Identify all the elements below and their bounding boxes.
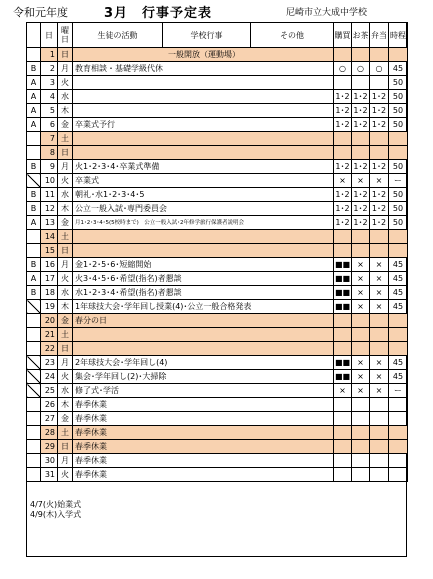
day-number: 14 — [41, 230, 58, 244]
timetable-cell: 45 — [389, 258, 408, 272]
row-pattern-cell — [27, 468, 41, 482]
lunch-cell: 1･2 — [370, 216, 389, 230]
day-number: 10 — [41, 174, 58, 188]
day-row — [27, 244, 408, 258]
tea-cell: × — [352, 370, 370, 384]
row-pattern-cell: A — [27, 216, 41, 230]
shop-cell — [334, 468, 352, 482]
day-number: 4 — [41, 90, 58, 104]
weekday: 水 — [58, 286, 73, 300]
shop-cell: 1･2 — [334, 188, 352, 202]
weekday: 月 — [58, 356, 73, 370]
row-pattern-cell: B — [27, 62, 41, 76]
day-number: 24 — [41, 370, 58, 384]
activity-cell: 月1･2･3･4･5(5校時まで) 公立一般入試･2年修学旅行保護者説明会 — [73, 216, 334, 230]
timetable-cell — [389, 48, 408, 62]
header-tea: お茶 — [352, 23, 370, 48]
day-row — [27, 258, 408, 272]
tea-cell — [352, 244, 370, 258]
activity-cell: 集会･学年回し(2)･大掃除 — [73, 370, 334, 384]
row-pattern-cell: A — [27, 272, 41, 286]
day-number: 26 — [41, 398, 58, 412]
activity-cell: 1年球技大会･学年回し授業(4)･公立一般合格発表 — [73, 300, 334, 314]
lunch-cell: × — [370, 174, 389, 188]
weekday: 火 — [58, 370, 73, 384]
timetable-cell — [389, 244, 408, 258]
activity-cell: 公立一般入試･専門委員会 — [73, 202, 334, 216]
shop-cell: 1･2 — [334, 216, 352, 230]
lunch-cell — [370, 230, 389, 244]
school-name: 尼崎市立大成中学校 — [286, 8, 368, 18]
row-pattern-cell: B — [27, 286, 41, 300]
day-row — [27, 48, 408, 62]
day-number: 12 — [41, 202, 58, 216]
day-number: 5 — [41, 104, 58, 118]
timetable-cell — [389, 342, 408, 356]
lunch-cell: 1･2 — [370, 160, 389, 174]
day-number: 19 — [41, 300, 58, 314]
activity-cell — [73, 90, 334, 104]
day-row — [27, 356, 408, 370]
weekday: 火 — [58, 272, 73, 286]
tea-cell — [352, 454, 370, 468]
lunch-cell: 1･2 — [370, 118, 389, 132]
day-row — [27, 426, 408, 440]
lunch-cell — [370, 440, 389, 454]
day-row — [27, 118, 408, 132]
timetable-cell: ー — [389, 174, 408, 188]
day-number: 29 — [41, 440, 58, 454]
tea-cell — [352, 76, 370, 90]
weekday: 金 — [58, 412, 73, 426]
notes — [30, 500, 81, 520]
weekday: 金 — [58, 118, 73, 132]
tea-cell — [352, 412, 370, 426]
weekday: 水 — [58, 384, 73, 398]
lunch-cell: 1･2 — [370, 90, 389, 104]
tea-cell — [352, 468, 370, 482]
lunch-cell: 1･2 — [370, 104, 389, 118]
row-pattern-cell — [27, 342, 41, 356]
shop-cell — [334, 398, 352, 412]
weekday: 木 — [58, 202, 73, 216]
day-row — [27, 398, 408, 412]
row-pattern-cell: B — [27, 188, 41, 202]
row-pattern-cell — [27, 426, 41, 440]
weekday: 日 — [58, 48, 73, 62]
shop-cell — [334, 146, 352, 160]
row-pattern-cell — [27, 328, 41, 342]
timetable-cell: 50 — [389, 188, 408, 202]
day-number: 20 — [41, 314, 58, 328]
day-row — [27, 272, 408, 286]
row-pattern-cell — [27, 230, 41, 244]
note-line: 4/7(火)始業式 — [30, 500, 82, 509]
row-pattern-cell — [27, 412, 41, 426]
row-pattern-cell — [27, 132, 41, 146]
timetable-cell — [389, 314, 408, 328]
activity-cell: 春季休業 — [73, 412, 334, 426]
day-number: 18 — [41, 286, 58, 300]
activity-cell: 春分の日 — [73, 314, 334, 328]
lunch-cell: 1･2 — [370, 188, 389, 202]
activity-cell: 朝礼･水1･2･3･4･5 — [73, 188, 334, 202]
shop-cell: 1･2 — [334, 160, 352, 174]
row-pattern-cell: B — [27, 258, 41, 272]
row-pattern-cell: A — [27, 118, 41, 132]
weekday: 月 — [58, 454, 73, 468]
tea-cell: 1･2 — [352, 188, 370, 202]
weekday: 月 — [58, 62, 73, 76]
activity-cell: 卒業式予行 — [73, 118, 334, 132]
row-pattern-cell — [27, 398, 41, 412]
row-pattern-cell — [27, 314, 41, 328]
lunch-cell — [370, 76, 389, 90]
timetable-cell: ー — [389, 384, 408, 398]
weekday: 土 — [58, 132, 73, 146]
weekday: 土 — [58, 328, 73, 342]
lunch-cell — [370, 328, 389, 342]
tea-cell — [352, 342, 370, 356]
row-pattern-cell — [27, 146, 41, 160]
shop-cell — [334, 48, 352, 62]
tea-cell: × — [352, 174, 370, 188]
activity-cell — [73, 132, 334, 146]
tea-cell: 1･2 — [352, 90, 370, 104]
shop-cell: 1･2 — [334, 90, 352, 104]
row-pattern-cell: A — [27, 76, 41, 90]
activity-cell — [73, 244, 334, 258]
day-row — [27, 202, 408, 216]
day-number: 31 — [41, 468, 58, 482]
timetable-cell — [389, 398, 408, 412]
day-row — [27, 370, 408, 384]
activity-cell: 修了式･学活 — [73, 384, 334, 398]
header-timetable: 時程 — [389, 23, 408, 48]
weekday: 日 — [58, 440, 73, 454]
shop-cell — [334, 230, 352, 244]
row-pattern-cell — [27, 454, 41, 468]
activity-cell — [73, 146, 334, 160]
timetable-cell: 45 — [389, 356, 408, 370]
activity-cell — [73, 104, 334, 118]
tea-cell: 1･2 — [352, 216, 370, 230]
tea-cell: × — [352, 272, 370, 286]
activity-cell: 卒業式 — [73, 174, 334, 188]
weekday: 木 — [58, 300, 73, 314]
lunch-cell — [370, 244, 389, 258]
day-row — [27, 174, 408, 188]
day-row — [27, 328, 408, 342]
weekday: 土 — [58, 426, 73, 440]
header-letter — [27, 23, 41, 48]
tea-cell: × — [352, 384, 370, 398]
day-row — [27, 76, 408, 90]
timetable-cell — [389, 426, 408, 440]
timetable-cell: 50 — [389, 76, 408, 90]
activity-cell: 春季休業 — [73, 440, 334, 454]
day-row — [27, 286, 408, 300]
timetable-cell: 45 — [389, 62, 408, 76]
shop-cell: × — [334, 384, 352, 398]
timetable-cell — [389, 146, 408, 160]
weekday: 木 — [58, 398, 73, 412]
shop-cell — [334, 440, 352, 454]
timetable-cell — [389, 412, 408, 426]
header-other: その他 — [251, 23, 334, 48]
header-lunch: 弁当 — [370, 23, 389, 48]
lunch-cell — [370, 426, 389, 440]
day-number: 2 — [41, 62, 58, 76]
weekday: 日 — [58, 244, 73, 258]
day-row — [27, 132, 408, 146]
tea-cell: × — [352, 356, 370, 370]
shop-cell — [334, 76, 352, 90]
lunch-cell: × — [370, 286, 389, 300]
activity-cell — [73, 76, 334, 90]
lunch-cell — [370, 342, 389, 356]
tea-cell — [352, 314, 370, 328]
timetable-cell: 50 — [389, 216, 408, 230]
tea-cell — [352, 328, 370, 342]
header-shop: 購買 — [334, 23, 352, 48]
shop-cell — [334, 314, 352, 328]
shop-cell: 1･2 — [334, 118, 352, 132]
tea-cell: × — [352, 286, 370, 300]
lunch-cell: 1･2 — [370, 202, 389, 216]
row-pattern-cell — [27, 300, 41, 314]
day-number: 6 — [41, 118, 58, 132]
activity-cell: 金1･2･5･6･短縮開始 — [73, 258, 334, 272]
day-row — [27, 314, 408, 328]
activity-cell: 水1･2･3･4･希望(指名)者懇談 — [73, 286, 334, 300]
tea-cell — [352, 132, 370, 146]
row-pattern-cell — [27, 356, 41, 370]
day-row — [27, 440, 408, 454]
day-number: 8 — [41, 146, 58, 160]
shop-cell — [334, 328, 352, 342]
day-row — [27, 342, 408, 356]
lunch-cell: × — [370, 370, 389, 384]
shop-cell — [334, 342, 352, 356]
lunch-cell — [370, 48, 389, 62]
day-row — [27, 230, 408, 244]
header-row — [27, 23, 408, 48]
activity-cell: 春季休業 — [73, 454, 334, 468]
row-pattern-cell: A — [27, 90, 41, 104]
lunch-cell — [370, 398, 389, 412]
row-pattern-cell — [27, 384, 41, 398]
timetable-cell: 45 — [389, 286, 408, 300]
tea-cell — [352, 146, 370, 160]
header-weekday: 曜日 — [58, 23, 73, 48]
timetable-cell: 50 — [389, 90, 408, 104]
lunch-cell: ○ — [370, 62, 389, 76]
day-row — [27, 188, 408, 202]
day-number: 7 — [41, 132, 58, 146]
day-row — [27, 146, 408, 160]
lunch-cell: × — [370, 258, 389, 272]
day-row — [27, 216, 408, 230]
day-number: 22 — [41, 342, 58, 356]
day-number: 23 — [41, 356, 58, 370]
note-line: 4/9(木)入学式 — [30, 510, 82, 519]
timetable-cell: 50 — [389, 118, 408, 132]
tea-cell: ○ — [352, 62, 370, 76]
day-row — [27, 454, 408, 468]
day-number: 21 — [41, 328, 58, 342]
shop-cell — [334, 132, 352, 146]
weekday: 日 — [58, 342, 73, 356]
activity-cell: 春季休業 — [73, 426, 334, 440]
weekday: 火 — [58, 468, 73, 482]
shop-cell: ■■ — [334, 272, 352, 286]
activity-cell — [73, 328, 334, 342]
tea-cell: 1･2 — [352, 160, 370, 174]
page-title: 3月 行事予定表 — [104, 6, 213, 21]
day-number: 28 — [41, 426, 58, 440]
day-row — [27, 104, 408, 118]
day-number: 15 — [41, 244, 58, 258]
weekday: 土 — [58, 230, 73, 244]
activity-cell: 教育相談・基礎学級代休 — [73, 62, 334, 76]
activity-cell — [73, 230, 334, 244]
row-pattern-cell — [27, 440, 41, 454]
lunch-cell: × — [370, 300, 389, 314]
day-number: 30 — [41, 454, 58, 468]
fiscal-year-label: 令和元年度 — [13, 6, 68, 19]
shop-cell: ○ — [334, 62, 352, 76]
lunch-cell: × — [370, 272, 389, 286]
lunch-cell — [370, 468, 389, 482]
day-row — [27, 384, 408, 398]
timetable-cell: 50 — [389, 104, 408, 118]
shop-cell — [334, 244, 352, 258]
activity-cell: 春季休業 — [73, 468, 334, 482]
tea-cell — [352, 426, 370, 440]
lunch-cell — [370, 314, 389, 328]
timetable-cell — [389, 440, 408, 454]
activity-cell — [73, 342, 334, 356]
lunch-cell — [370, 146, 389, 160]
header-school-event: 学校行事 — [163, 23, 251, 48]
lunch-cell — [370, 132, 389, 146]
header-day: 日 — [41, 23, 58, 48]
day-number: 9 — [41, 160, 58, 174]
row-pattern-cell — [27, 48, 41, 62]
activity-cell: 一般開放（運動場） — [73, 48, 334, 62]
tea-cell: × — [352, 300, 370, 314]
shop-cell: ■■ — [334, 370, 352, 384]
shop-cell: ■■ — [334, 356, 352, 370]
day-number: 11 — [41, 188, 58, 202]
timetable-cell: 45 — [389, 370, 408, 384]
schedule-table — [26, 22, 408, 482]
shop-cell: 1･2 — [334, 104, 352, 118]
day-number: 16 — [41, 258, 58, 272]
timetable-cell: 45 — [389, 300, 408, 314]
shop-cell — [334, 426, 352, 440]
day-number: 27 — [41, 412, 58, 426]
day-row — [27, 300, 408, 314]
weekday: 月 — [58, 258, 73, 272]
row-pattern-cell: A — [27, 104, 41, 118]
activity-cell: 2年球技大会･学年回し(4) — [73, 356, 334, 370]
weekday: 水 — [58, 188, 73, 202]
tea-cell — [352, 230, 370, 244]
timetable-cell: 50 — [389, 160, 408, 174]
tea-cell: 1･2 — [352, 104, 370, 118]
weekday: 火 — [58, 174, 73, 188]
tea-cell: 1･2 — [352, 202, 370, 216]
lunch-cell: × — [370, 384, 389, 398]
day-number: 1 — [41, 48, 58, 62]
row-pattern-cell: B — [27, 160, 41, 174]
weekday: 水 — [58, 90, 73, 104]
day-row — [27, 160, 408, 174]
row-pattern-cell — [27, 370, 41, 384]
lunch-cell — [370, 454, 389, 468]
day-row — [27, 412, 408, 426]
tea-cell — [352, 398, 370, 412]
weekday: 月 — [58, 160, 73, 174]
shop-cell: × — [334, 174, 352, 188]
timetable-cell: 45 — [389, 272, 408, 286]
tea-cell: 1･2 — [352, 118, 370, 132]
day-row — [27, 468, 408, 482]
row-pattern-cell — [27, 174, 41, 188]
timetable-cell — [389, 132, 408, 146]
day-number: 25 — [41, 384, 58, 398]
weekday: 木 — [58, 104, 73, 118]
shop-cell: ■■ — [334, 286, 352, 300]
lunch-cell — [370, 412, 389, 426]
row-pattern-cell — [27, 244, 41, 258]
shop-cell — [334, 412, 352, 426]
shop-cell — [334, 454, 352, 468]
tea-cell: × — [352, 258, 370, 272]
day-row — [27, 90, 408, 104]
shop-cell: ■■ — [334, 258, 352, 272]
timetable-cell — [389, 454, 408, 468]
activity-cell: 火3･4･5･6･希望(指名)者懇談 — [73, 272, 334, 286]
row-pattern-cell: B — [27, 202, 41, 216]
day-number: 3 — [41, 76, 58, 90]
timetable-cell: 50 — [389, 202, 408, 216]
day-number: 17 — [41, 272, 58, 286]
timetable-cell — [389, 328, 408, 342]
weekday: 金 — [58, 216, 73, 230]
shop-cell: ■■ — [334, 300, 352, 314]
header-student-activity: 生徒の活動 — [73, 23, 163, 48]
weekday: 日 — [58, 146, 73, 160]
timetable-cell — [389, 230, 408, 244]
weekday: 金 — [58, 314, 73, 328]
activity-cell: 火1･2･3･4･卒業式準備 — [73, 160, 334, 174]
weekday: 火 — [58, 76, 73, 90]
tea-cell — [352, 48, 370, 62]
activity-cell: 春季休業 — [73, 398, 334, 412]
lunch-cell: × — [370, 356, 389, 370]
timetable-cell — [389, 468, 408, 482]
tea-cell — [352, 440, 370, 454]
day-number: 13 — [41, 216, 58, 230]
day-row — [27, 62, 408, 76]
shop-cell: 1･2 — [334, 202, 352, 216]
